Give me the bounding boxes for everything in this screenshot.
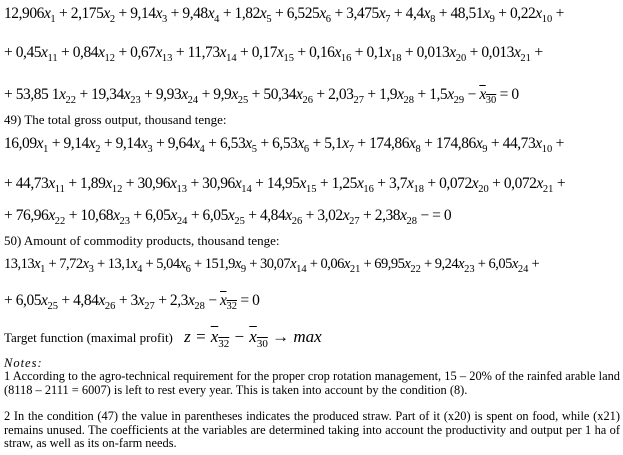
- eq50-line2: + $6,05x_{25} + 4,84x_{26} + 3x_{27} + 2,3x_{28} - x_{32} = 0$: [4, 292, 260, 312]
- target-formula: $z = x_{32} - x_{30} \to \max$: [184, 327, 322, 350]
- notes-title: Notes:: [4, 356, 43, 370]
- item50-heading: 50) Amount of commodity products, thousand tenge:: [4, 233, 280, 248]
- eq49-line3: + $76,96x_{22} + 10,68x_{23} + 6,05x_{24} + 6,05x_{25} + 4,84x_{26} + 3,02x_{27} + 2,38x_{28}$ − = 0: [4, 207, 452, 227]
- target-label: Target function (maximal profit): [4, 330, 173, 345]
- eq47-line1: $12,906x_1 + 2,175x_2 + 9,14x_3 + 9,48x_4 + 1,82x_5 + 6,525x_6 + 3,475x_7 + 4,4x_8 + 48,51x_9 + 0,22x_{10}$ +: [4, 5, 564, 25]
- note-1: 1 According to the agro-technical requirement for the proper crop rotation management, 15 – 20% of the rainfed arable land (8118 – 2111 = 6007) is left to rest every year. This is taken into account by the condition (8).: [4, 369, 620, 397]
- target-function: [4, 327, 322, 354]
- eq49-line1: $16,09x_1 + 9,14x_2 + 9,14x_3 + 9,64x_4 + 6,53x_5 + 6,53x_6 + 5,1x_7 + 174,86x_8 + 174,86x_9 + 44,73x_{10}$ +: [4, 135, 564, 155]
- note-2: 2 In the condition (47) the value in parentheses indicates the produced straw. Part of it (x20) is spent on food, while (x21) remains unused. The coefficients at the variables are determined taking into account the productivity and output per 1 ha of straw, as well as its on-farm needs.: [4, 409, 620, 450]
- eq47-line2: + $0,45x_{11} + 0,84x_{12} + 0,67x_{13} + 11,73x_{14} + 0,17x_{15} + 0,16x_{16} + 0,1x_{18} + 0,013x_{20} + 0,013x_{21}$ +: [4, 44, 543, 64]
- eq50-line1: $13,13x_1 + 7,72x_3 + 13,1x_4 + 5,04x_6 + 151,9x_9 + 30,07x_{14} + 0,06x_{21} + 69,95x_{22} + 9,24x_{23} + 6,05x_{24}$ +: [4, 256, 540, 275]
- eq47-line3: + 53,85 $1x_{22} + 19,34x_{23} + 9,93x_{24} + 9,9x_{25} + 50,34x_{26} + 2,03_{27} + 1,9x_{28} + 1,5x_{29} - x_{30} = 0$: [4, 86, 519, 106]
- eq49-line2: + $44,73x_{11} + 1,89x_{12} + 30,96x_{13} + 30,96x_{14} + 14,95x_{15} + 1,25x_{16} + 3,7x_{18} + 0,072x_{20} + 0,072x_{21}$ +: [4, 175, 566, 195]
- item49-heading: 49) The total gross output, thousand tenge:: [4, 112, 227, 127]
